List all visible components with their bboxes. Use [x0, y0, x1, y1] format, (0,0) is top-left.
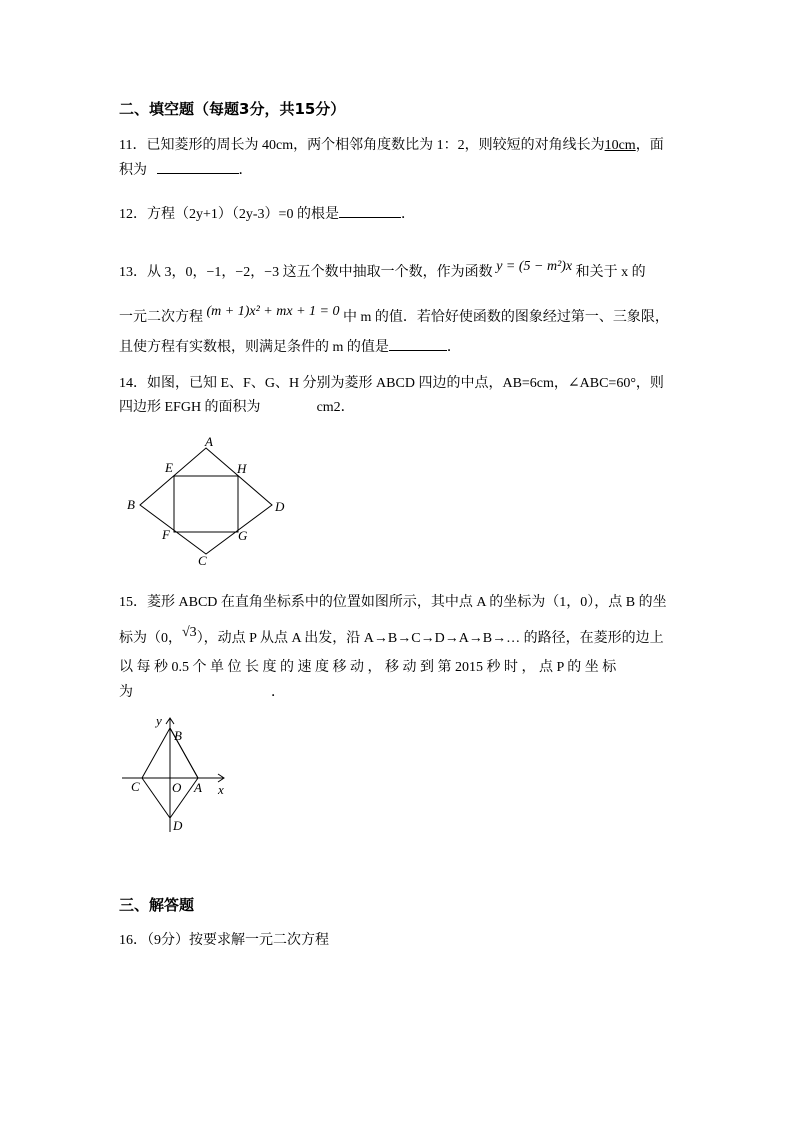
q11-end: ．	[238, 163, 253, 178]
q13-end: ．	[446, 340, 461, 355]
q14-text-a: 四边形 EFGH 的面积为	[119, 400, 261, 415]
q11-text-b: ，面	[635, 138, 664, 153]
section-2-title: 二、填空题（每题3分，共15分）	[119, 100, 346, 118]
coordinate-rhombus-figure	[118, 712, 238, 837]
label-y-axis: y	[156, 713, 162, 728]
question-15-line-4	[119, 683, 285, 703]
label-f: F	[162, 527, 170, 542]
question-13-line-2	[119, 304, 669, 328]
rhombus-abcd	[140, 448, 272, 554]
question-12	[119, 205, 415, 225]
label-b: B	[127, 497, 135, 512]
q13-text-e: 且使方程有实数根，则满足条件的 m 的值是	[119, 340, 389, 355]
question-11-line-1	[119, 136, 664, 156]
q15-text-c: 为	[119, 685, 133, 700]
label-g: G	[238, 528, 248, 543]
label-a-point: A	[194, 780, 202, 795]
q13-text-d: 中 m 的值．若恰好使函数的图象经过第一、三象限，	[342, 310, 669, 325]
q11-text-a: 11．已知菱形的周长为 40cm，两个相邻角度数比为 1：2，则较短的对角线长为	[119, 138, 605, 153]
q12-text: 12．方程（2y+1）（2y-3）=0 的根是	[119, 207, 339, 222]
label-e: E	[165, 460, 173, 475]
question-13-line-1	[119, 259, 646, 283]
q15-sqrt3: √3	[182, 625, 197, 640]
q12-answer-blank	[339, 205, 401, 218]
question-15-line-3: 以 每 秒 0.5 个 单 位 长 度 的 速 度 移 动 ， 移 动 到 第 2015 秒 时 ， 点 P 的 坐 标	[119, 660, 617, 675]
q12-end: ．	[400, 207, 415, 222]
label-c-point: C	[131, 779, 140, 794]
question-11-line-2	[119, 161, 253, 181]
q11-answer-blank	[157, 161, 239, 174]
question-15-line-2	[119, 625, 664, 649]
label-d: D	[275, 499, 285, 514]
label-x-axis: x	[218, 782, 224, 797]
q13-text-b: 和关于 x 的	[575, 265, 646, 280]
rhombus-efgh-figure	[120, 432, 290, 572]
q11-text-c: 积为	[119, 163, 147, 178]
question-15-line-1: 15．菱形 ABCD 在直角坐标系中的位置如图所示，其中点 A 的坐标为（1，0），点 B 的坐	[119, 595, 667, 610]
rectangle-efgh	[174, 476, 238, 532]
q14-text-b: cm2．	[316, 400, 355, 415]
q13-text-c: 一元二次方程	[119, 310, 203, 325]
q15-text-b: ），动点 P 从点 A 出发，沿 A→B→C→D→A→B→… 的路径，在菱形的边上	[196, 631, 664, 646]
question-14-line-1: 14．如图，已知 E、F、G、H 分别为菱形 ABCD 四边的中点，AB=6cm，∠ABC=60°，则	[119, 376, 664, 391]
label-b-point: B	[174, 728, 182, 743]
q15-end: ．	[271, 685, 285, 700]
label-h: H	[237, 461, 247, 476]
question-13-line-3	[119, 338, 461, 358]
question-14-line-2	[119, 398, 355, 418]
question-16: 16．（9分）按要求解一元二次方程	[119, 933, 329, 948]
q11-answer-underlined: 10cm	[604, 138, 636, 153]
q13-function: y = (5 − m²)x	[496, 259, 573, 274]
label-c: C	[198, 553, 207, 568]
label-a: A	[205, 434, 213, 449]
q13-equation: (m + 1)x² + mx + 1 = 0	[206, 304, 340, 319]
label-o-origin: O	[172, 780, 182, 795]
q13-text-a: 13．从 3，0，−1，−2，−3 这五个数中抽取一个数，作为函数	[119, 265, 493, 280]
label-d-point: D	[173, 818, 183, 833]
section-3-title: 三、解答题	[119, 896, 195, 914]
q15-text-a: 标为（0，	[119, 631, 182, 646]
q13-answer-blank	[389, 338, 447, 351]
